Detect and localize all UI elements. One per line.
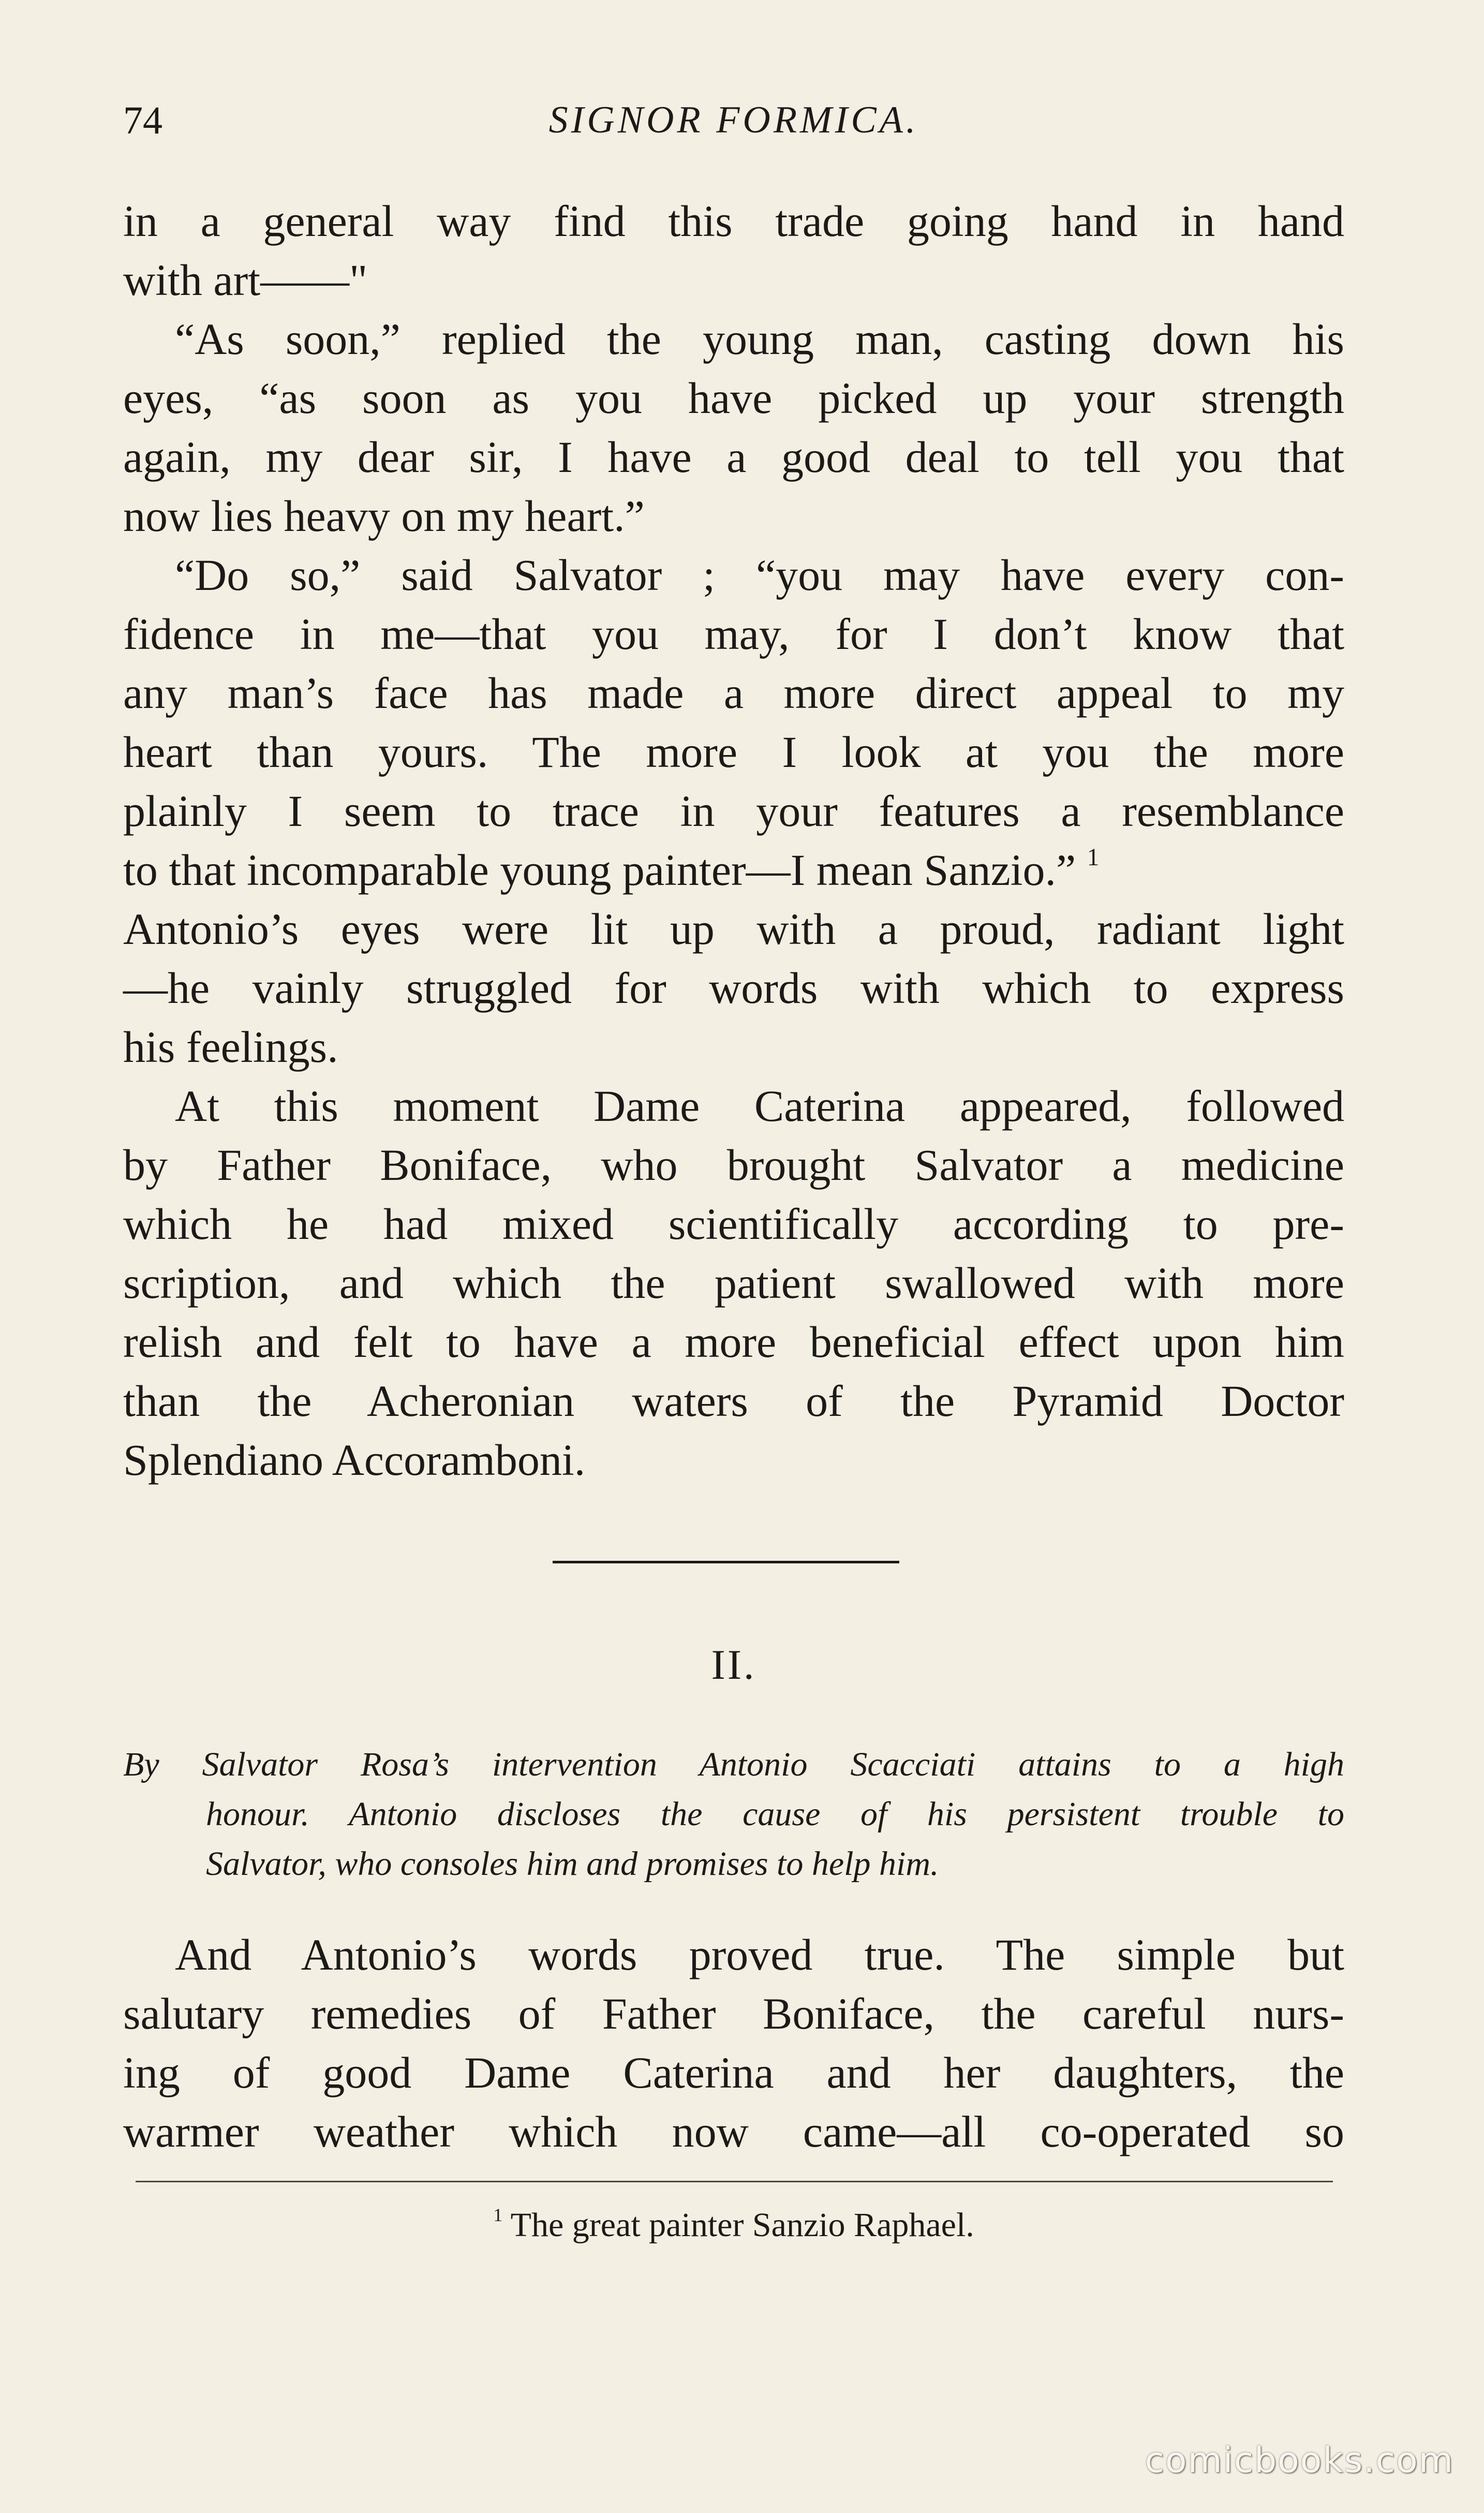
text-line: Antonio’s eyes were lit up with a proud, radiant light [123,904,1344,954]
running-head [123,98,1344,155]
text-line: which he had mixed scientifically according to pre- [123,1199,1344,1249]
section-heading: II. [711,1641,756,1688]
text-line: At this moment Dame Caterina appeared, followed [175,1081,1344,1131]
footnote-marker: 1 [493,2204,503,2225]
paragraph [123,545,1344,1076]
text-line: “As soon,” replied the young man, casting down his [175,314,1344,364]
footnote-rule [136,2181,1333,2182]
footnote-reference: 1 [1087,844,1100,871]
text-line: scription, and which the patient swallowed with more [123,1258,1344,1308]
text-line: any man’s face has made a more direct appeal to my [123,668,1344,718]
argument-line: honour. Antonio discloses the cause of his persistent trouble to [206,1795,1344,1833]
chapter-argument [123,1740,1344,1889]
text-line [123,840,1344,899]
footnote-text: The great painter Sanzio Raphael. [510,2206,974,2244]
body-text-top [123,191,1344,1489]
section-divider [553,1561,899,1563]
page-number: 74 [123,99,162,142]
text-line: heart than yours. The more I look at you the more [123,727,1344,777]
text-line: with art——" [123,255,368,305]
text-line: Splendiano Accoramboni. [123,1435,586,1485]
text-line: fidence in me—that you may, for I don’t know that [123,609,1344,659]
text-line: And Antonio’s words proved true. The simple but [175,1930,1344,1979]
text-line: plainly I seem to trace in your features a resemblance [123,786,1344,836]
text-line: —he vainly struggled for words with which to express [123,963,1344,1013]
text-line-content: to that incomparable young painter—I mean Sanzio.” [123,845,1076,895]
text-line: “Do so,” said Salvator ; “you may have every con- [175,550,1344,600]
text-line: in a general way find this trade going hand in hand [123,196,1344,246]
running-title: SIGNOR FORMICA. [548,99,919,141]
footnote [123,2206,1344,2245]
watermark: comicbooks.com [1145,2440,1454,2481]
argument-line: By Salvator Rosa’s intervention Antonio Scacciati attains to a high [123,1746,1344,1783]
text-line: salutary remedies of Father Boniface, the careful nurs- [123,1989,1344,2038]
text-line: again, my dear sir, I have a good deal to tell you that [123,432,1344,482]
text-line: ing of good Dame Caterina and her daughters, the [123,2048,1344,2097]
argument-line: Salvator, who consoles him and promises to help him. [206,1845,939,1883]
paragraph [123,1076,1344,1489]
text-line: eyes, “as soon as you have picked up your strength [123,373,1344,423]
paragraph [123,309,1344,545]
text-line: warmer weather which now came—all co-operated so [123,2107,1344,2156]
text-line: by Father Boniface, who brought Salvator a medicine [123,1140,1344,1190]
paragraph [123,1925,1344,2161]
text-line: relish and felt to have a more beneficial effect upon him [123,1317,1344,1367]
paragraph [123,191,1344,309]
text-line: his feelings. [123,1022,338,1072]
text-line: than the Acheronian waters of the Pyramid Doctor [123,1376,1344,1426]
body-text-bottom [123,1925,1344,2161]
text-line: now lies heavy on my heart.” [123,491,645,541]
